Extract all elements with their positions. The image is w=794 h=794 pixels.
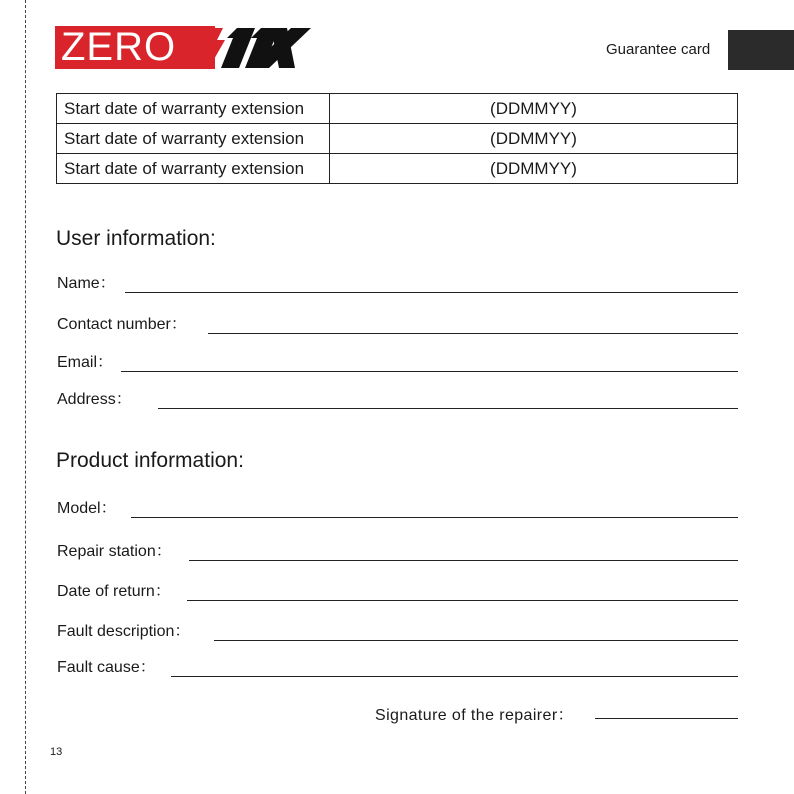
fault-cause-input-line[interactable] [171,676,738,677]
logo-11x-mark [187,26,313,70]
model-input-line[interactable] [131,517,738,518]
fault-description-input-line[interactable] [214,640,738,641]
name-label: Name： [57,275,116,292]
warranty-extension-table [56,93,738,184]
fault-cause-label: Fault cause： [57,659,156,676]
page-number: 13 [50,746,63,758]
signature-input-line[interactable] [595,718,738,719]
repair-station-field [57,539,738,561]
fault-cause-field [57,655,738,677]
header-tab-block [728,30,794,70]
signature-label: Signature of the repairer： [375,707,574,724]
table-row [57,154,738,184]
row-label: Start date of warranty extension [57,124,330,154]
table-row [57,94,738,124]
date-of-return-input-line[interactable] [187,600,738,601]
date-input-cell[interactable]: (DDMMYY) [330,154,738,184]
date-of-return-label: Date of return： [57,583,171,600]
email-input-line[interactable] [121,371,738,372]
fault-description-label: Fault description： [57,623,191,640]
logo-wordmark: ZERO [55,26,215,69]
product-information-heading: Product information: [56,449,244,472]
row-label: Start date of warranty extension [57,94,330,124]
user-information-heading: User information: [56,227,216,250]
dashed-cut-line [25,0,26,794]
contact-number-input-line[interactable] [208,333,738,334]
email-label: Email： [57,354,114,371]
address-label: Address： [57,391,132,408]
brand-logo [55,26,313,70]
contact-number-field [57,312,738,334]
date-of-return-field [57,579,738,601]
name-field [57,271,738,293]
repair-station-label: Repair station： [57,543,172,560]
address-input-line[interactable] [158,408,738,409]
contact-number-label: Contact number： [57,316,187,333]
date-input-cell[interactable]: (DDMMYY) [330,94,738,124]
repair-station-input-line[interactable] [189,560,738,561]
fault-description-field [57,619,738,641]
table-row [57,124,738,154]
model-label: Model： [57,500,117,517]
guarantee-card-title: Guarantee card [606,41,711,58]
email-field [57,350,738,372]
name-input-line[interactable] [125,292,738,293]
address-field [57,387,738,409]
date-input-cell[interactable]: (DDMMYY) [330,124,738,154]
model-field [57,496,738,518]
row-label: Start date of warranty extension [57,154,330,184]
